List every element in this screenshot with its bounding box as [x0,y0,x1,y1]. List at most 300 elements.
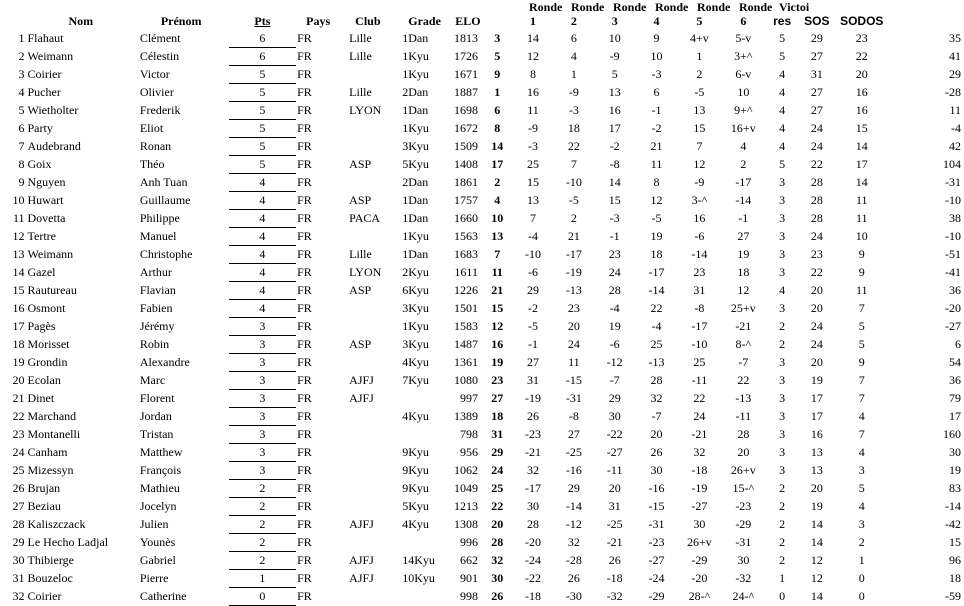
sos-cell: 14 [810,589,823,603]
grade-cell [400,588,449,606]
sos-cell: 23 [810,247,823,261]
club-cell [347,300,400,318]
table-row [0,84,964,102]
sodos-cell: 10 [855,229,868,243]
sodos-cell: 22 [855,49,868,63]
rating-change-cell: 104 [943,157,961,171]
rank-cell: 15 [12,283,25,297]
prenom-cell: Alexandre [139,355,190,369]
pays-cell: FR [297,31,312,46]
victoires-cell: 4 [779,283,786,297]
pays-cell: FR [297,49,312,63]
rating-change-cell: 15 [949,535,961,549]
sos-cell: 20 [810,355,823,369]
club-cell: ASP [349,337,372,351]
pays-cell: FR [297,463,312,477]
pts-cell: 5 [229,102,296,120]
round-6-cell: -23 [735,499,752,513]
round-3-cell: 13 [608,85,621,99]
rating-change-cell: -42 [945,517,961,531]
nom-cell: Thibierge [27,553,74,567]
pts-cell: 5 [229,138,296,156]
elo-cell: 1683 [453,247,478,261]
nom-cell: Pucher [27,85,61,99]
nom-cell: Gazel [27,265,56,279]
round-4-cell: -13 [648,355,665,369]
sodos-cell: 7 [858,391,865,405]
round-2-cell: 4 [570,49,577,63]
table-row [0,534,964,552]
pays-cell: FR [297,337,312,351]
table-row [0,426,964,444]
prenom-cell: Clément [139,31,181,46]
round-5-cell: 30 [693,517,706,531]
nom-cell: Ecolan [27,373,61,387]
elo-cell: 1813 [453,31,478,46]
prenom-cell: Mathieu [139,481,180,495]
victoires-cell: 3 [779,463,786,477]
round-3-cell: -12 [606,355,623,369]
club-cell [347,318,400,336]
position-cell: 31 [491,427,504,441]
pts-cell: 3 [229,390,296,408]
club-cell: Lille [349,49,372,63]
grade-cell: 1Dan [402,103,429,117]
victoires-cell: 3 [779,193,786,207]
sodos-cell: 14 [855,175,868,189]
table-row [0,462,964,480]
pts-cell: 4 [229,264,296,282]
club-cell: ASP [349,193,372,207]
rating-change-cell: -41 [945,265,961,279]
round-6-cell: 12 [737,283,750,297]
round-1-cell: 31 [527,373,539,387]
elo-cell: 1389 [453,409,478,423]
pts-cell: 3 [229,318,296,336]
pays-cell: FR [297,139,312,153]
table-row [0,264,964,282]
round-2-cell: -30 [565,589,582,603]
sodos-cell: 23 [855,31,868,46]
header-nom: Nom [68,14,94,28]
victoires-cell: 3 [779,355,786,369]
pts-cell: 3 [229,336,296,354]
pays-cell: FR [297,535,312,549]
grade-cell: 4Kyu [402,355,429,369]
round-5-cell: -18 [691,463,708,477]
round-3-cell: -8 [609,157,620,171]
round-2-cell: 20 [567,319,580,333]
sodos-cell: 2 [858,535,865,549]
sodos-cell: 14 [855,139,868,153]
round-1-cell: 25 [527,157,539,171]
header-round-6: 6 [740,14,747,28]
round-6-cell: 24-^ [732,589,755,603]
sos-cell: 27 [810,103,823,117]
prenom-cell: Célestin [139,49,180,63]
elo-cell: 998 [459,589,478,603]
nom-cell: Mizessyn [27,463,74,477]
table-row [0,66,964,84]
club-cell: LYON [349,265,382,279]
elo-cell: 1698 [453,103,478,117]
victoires-cell: 5 [779,157,786,171]
round-4-cell: -14 [648,283,665,297]
club-cell [347,174,400,192]
pays-cell: FR [297,355,312,369]
position-cell: 3 [494,31,501,46]
position-cell: 21 [491,283,504,297]
pays-cell: FR [297,301,312,315]
victoires-cell: 3 [779,247,786,261]
club-cell [347,534,400,552]
round-6-cell: 4 [740,139,747,153]
elo-cell: 1671 [453,67,478,81]
pays-cell: FR [297,265,312,279]
round-3-cell: 31 [608,499,621,513]
grade-cell: 1Dan [402,247,429,261]
grade-cell: 10Kyu [402,571,435,585]
grade-cell [400,534,449,552]
table-row [0,192,964,210]
pts-cell: 2 [229,534,296,552]
pays-cell: FR [297,67,312,81]
club-cell: LYON [349,103,382,117]
rating-change-cell: 38 [949,211,961,225]
pts-cell: 3 [229,354,296,372]
round-5-cell: 1 [696,49,703,63]
pays-cell: FR [297,517,312,531]
rank-cell: 2 [18,49,25,63]
grade-cell: 1Kyu [402,229,429,243]
pays-cell: FR [297,193,312,207]
position-cell: 18 [491,409,504,423]
round-6-cell: -7 [738,355,749,369]
round-1-cell: -23 [525,427,541,441]
elo-cell: 662 [459,553,478,567]
round-2-cell: -3 [568,103,579,117]
prenom-cell: Théo [139,157,165,171]
header-elo: ELO [455,14,481,28]
sos-cell: 12 [810,553,823,567]
rank-cell: 27 [12,499,25,513]
victoires-cell: 4 [779,121,786,135]
round-1-cell: 26 [527,409,539,423]
table-row [0,30,964,48]
round-3-cell: -6 [609,337,620,351]
elo-cell: 1672 [453,121,478,135]
pts-cell: 4 [229,300,296,318]
round-2-cell: -13 [565,283,582,297]
club-cell [347,498,400,516]
round-5-cell: 23 [693,265,706,279]
pts-cell: 4 [229,228,296,246]
rank-cell: 11 [12,211,25,225]
sodos-cell: 16 [855,103,868,117]
nom-cell: Grondin [27,355,68,369]
round-2-cell: 29 [567,481,580,495]
pays-cell: FR [297,157,312,171]
pays-cell: FR [297,121,312,135]
sodos-cell: 4 [858,499,865,513]
header-ronde-1: Ronde [529,0,563,14]
position-cell: 16 [491,337,504,351]
round-3-cell: -9 [609,49,620,63]
sos-cell: 13 [810,445,823,459]
sos-cell: 17 [810,409,823,423]
header-round-2: 2 [570,14,577,28]
standings-table [0,13,964,606]
club-cell: PACA [349,211,381,225]
elo-cell: 1563 [453,229,478,243]
grade-cell [400,426,449,444]
rating-change-cell: -14 [945,499,961,513]
table-row [0,210,964,228]
victoires-cell: 5 [779,49,786,63]
sodos-cell: 4 [858,409,865,423]
pays-cell: FR [297,319,312,333]
round-6-cell: 27 [737,229,750,243]
round-3-cell: -7 [609,373,620,387]
round-6-cell: 2 [740,157,747,171]
rating-change-cell: 17 [949,409,961,423]
round-1-cell: -22 [525,571,541,585]
elo-cell: 1487 [453,337,478,351]
rank-cell: 31 [12,571,25,585]
round-1-cell: -2 [528,301,538,315]
sos-cell: 27 [810,49,823,63]
round-4-cell: 32 [650,391,663,405]
victoires-cell: 2 [779,499,786,513]
prenom-cell: Jordan [139,409,172,423]
elo-cell: 1861 [453,175,478,189]
prenom-cell: Fabien [139,301,173,315]
club-cell [347,228,400,246]
round-1-cell: 12 [527,49,539,63]
victoires-cell: 3 [779,265,786,279]
rank-cell: 22 [12,409,25,423]
pays-cell: FR [297,229,312,243]
header-sos: SOS [804,14,830,28]
victoires-cell: 1 [779,571,786,585]
round-2-cell: -9 [568,85,579,99]
round-4-cell: 20 [650,427,663,441]
header-sodos: SODOS [840,14,884,28]
grade-cell: 1Dan [402,211,429,225]
position-cell: 10 [491,211,504,225]
nom-cell: Nguyen [27,175,66,189]
victoires-cell: 3 [779,409,786,423]
pts-cell: 5 [229,66,296,84]
position-cell: 30 [491,571,504,585]
club-cell [347,444,400,462]
position-cell: 8 [494,121,501,135]
rank-cell: 4 [18,85,25,99]
elo-cell: 1062 [453,463,478,477]
round-4-cell: -15 [648,499,665,513]
sodos-cell: 7 [858,427,865,441]
club-cell: AJFJ [349,571,374,585]
round-5-cell: 25 [693,355,706,369]
elo-cell: 1080 [453,373,478,387]
round-4-cell: 8 [653,175,660,189]
prenom-cell: Flavian [139,283,176,297]
nom-cell: Montanelli [27,427,81,441]
nom-cell: Tertre [27,229,56,243]
sodos-cell: 4 [858,445,865,459]
round-5-cell: 4+v [690,31,709,46]
table-row [0,408,964,426]
elo-cell: 1308 [453,517,478,531]
prenom-cell: Gabriel [139,553,176,567]
sos-cell: 20 [810,481,823,495]
club-cell: Lille [349,31,372,46]
sos-cell: 19 [810,373,823,387]
round-3-cell: -32 [606,589,623,603]
round-6-cell: 25+v [730,301,756,315]
header-res: res [773,14,792,28]
round-3-cell: 30 [608,409,621,423]
round-1-cell: -20 [525,535,541,549]
round-1-cell: 7 [530,211,536,225]
pts-cell: 2 [229,552,296,570]
nom-cell: Osmont [27,301,66,315]
sodos-cell: 7 [858,373,865,387]
sos-cell: 16 [810,427,823,441]
pays-cell: FR [297,85,312,99]
table-row [0,444,964,462]
pays-cell: FR [297,211,312,225]
round-5-cell: -21 [691,427,708,441]
pays-cell: FR [297,553,312,567]
round-1-cell: -9 [528,121,538,135]
pts-cell: 4 [229,246,296,264]
round-5-cell: 12 [693,157,706,171]
round-3-cell: 28 [608,283,621,297]
position-cell: 11 [491,265,503,279]
rating-change-cell: 19 [949,463,961,477]
elo-cell: 1583 [453,319,478,333]
round-3-cell: 23 [608,247,621,261]
pays-cell: FR [297,103,312,117]
elo-cell: 1049 [453,481,478,495]
grade-cell: 4Kyu [402,517,429,531]
round-5-cell: 32 [693,445,706,459]
nom-cell: Goix [27,157,52,171]
round-6-cell: -17 [735,175,752,189]
victoires-cell: 2 [779,535,786,549]
round-1-cell: 11 [527,103,539,117]
sos-cell: 17 [810,391,823,405]
club-cell: AJFJ [349,373,374,387]
round-5-cell: 15 [693,121,706,135]
round-2-cell: 27 [567,427,580,441]
rating-change-cell: 11 [949,103,961,117]
club-cell [347,66,400,84]
position-cell: 7 [494,247,501,261]
round-6-cell: 19 [737,247,750,261]
rank-cell: 7 [18,139,25,153]
rank-cell: 8 [18,157,25,171]
position-cell: 26 [491,589,504,603]
round-4-cell: 10 [650,49,663,63]
round-2-cell: -25 [565,445,582,459]
position-cell: 12 [491,319,504,333]
round-4-cell: 28 [650,373,663,387]
round-5-cell: -20 [691,571,708,585]
nom-cell: Brujan [27,481,61,495]
elo-cell: 1213 [453,499,478,513]
pays-cell: FR [297,175,312,189]
nom-cell: Le Hecho Ladjal [27,535,109,549]
rank-cell: 26 [12,481,25,495]
grade-cell: 3Kyu [402,301,429,315]
round-2-cell: 22 [567,139,580,153]
round-2-cell: 24 [567,337,580,351]
victoires-cell: 3 [779,445,786,459]
round-6-cell: -14 [735,193,752,207]
prenom-cell: Pierre [139,571,169,585]
prenom-cell: Jérémy [139,319,175,333]
round-3-cell: 14 [608,175,621,189]
sos-cell: 20 [810,301,823,315]
round-3-cell: -2 [609,139,620,153]
pays-cell: FR [297,373,312,387]
round-1-cell: -4 [528,229,538,243]
round-6-cell: 10 [737,85,750,99]
sodos-cell: 17 [855,157,868,171]
round-6-cell: 20 [737,445,750,459]
rank-cell: 24 [12,445,25,459]
rating-change-cell: -4 [951,121,961,135]
pts-cell: 1 [229,570,296,588]
round-1-cell: 27 [527,355,539,369]
pts-cell: 6 [229,30,296,48]
table-row [0,318,964,336]
grade-cell: 2Kyu [402,265,429,279]
round-6-cell: 9+^ [734,103,753,117]
round-4-cell: -5 [651,211,662,225]
pays-cell: FR [297,589,312,603]
grade-cell: 6Kyu [402,283,429,297]
table-row [0,48,964,66]
round-2-cell: 32 [567,535,580,549]
round-4-cell: 19 [650,229,663,243]
table-row [0,282,964,300]
round-5-cell: -19 [691,481,708,495]
pays-cell: FR [297,409,312,423]
round-2-cell: 21 [567,229,580,243]
elo-cell: 956 [459,445,478,459]
round-1-cell: -19 [525,391,541,405]
club-cell [347,426,400,444]
rating-change-cell: 6 [955,337,961,351]
round-3-cell: -25 [606,517,623,531]
pts-cell: 5 [229,120,296,138]
victoires-cell: 3 [779,175,786,189]
rating-change-cell: 36 [949,373,961,387]
victoires-cell: 4 [779,139,786,153]
sos-cell: 28 [810,193,823,207]
round-5-cell: -9 [694,175,705,189]
rating-change-cell: 41 [949,49,961,63]
round-4-cell: -27 [648,553,665,567]
round-2-cell: -12 [565,517,582,531]
nom-cell: Bouzeloc [27,571,73,585]
rating-change-cell: -51 [945,247,961,261]
round-4-cell: 25 [650,337,663,351]
prenom-cell: Tristan [139,427,174,441]
